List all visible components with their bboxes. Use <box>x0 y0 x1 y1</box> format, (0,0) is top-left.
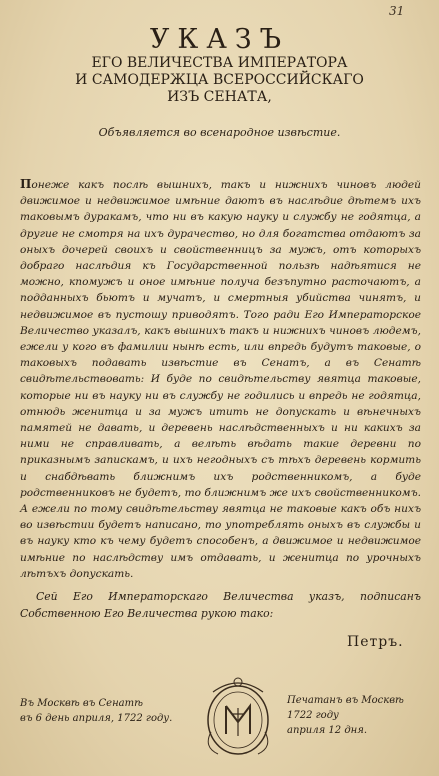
signature: Петръ. <box>347 634 404 650</box>
seal-emblem-icon <box>193 672 283 762</box>
page-number: 31 <box>389 4 405 18</box>
document-header <box>0 18 439 106</box>
print-note-line-2: априля 12 дня. <box>287 725 368 736</box>
decree-body <box>20 176 421 582</box>
decree-body-text: онеже какъ послѣ вышнихъ, такъ и нижнихъ чиновъ людей движимое и недвижимое имѣние даютъ въ наслѣдие дѣтемъ ихъ таковымъ дуракамъ, что ни въ какую науку и службу не годятца, а другие не смотря на ихъ дурачество, но для богатства отдаютъ за оныхъ дочерей своихъ и свойственницъ за мужъ, отъ которыхъ добраго наслѣдия къ Государственной пользѣ надѣятися не можно, кпомужъ и оное имѣние получа безъпутно расточаютъ, а подданныхъ бьютъ и мучатъ, и смертныя убийства чинятъ, и недвижимое въ пустошу приводятъ. Того ради Его Императорское Величество указалъ, какъ вышнихъ такъ и нижнихъ чиновъ людемъ, ежели у кого въ фамилии нынѣ есть, или впредь будутъ таковые, о таковыхъ подавать извѣстие въ Сенатъ, а въ Сенатѣ свидѣтельствовать: И буде по свидѣтельству явятца таковые, которые ни въ науку ни въ службу не годились и впредь не годятца, отнюдь женитца и за мужъ итить не допускать и вѣнечныхъ памятей не давать, и деревень наслѣдственныхъ и ни какихъ за ними не справливать, а велѣть вѣдать такие деревни по приказнымъ запискамъ, и ихъ негодныхъ съ тѣхъ деревень кормить и снабдѣвать ближнимъ ихъ родственникомъ, а буде родственниковъ не будетъ, то ближнимъ же ихъ свойственникомъ. А ежели по тому свидѣтельству явятца не таковые какъ объ нихъ во извѣстии будетъ написано, то употреблять оныхъ въ службы и въ науку кто къ чему будетъ способенъ, а движимое и недвижимое имѣние по наслѣдству имъ отдавать, и женитца по урочныхъ лѣтъхъ допускать. <box>20 179 421 580</box>
issue-note-line-1: Въ Москвѣ въ Сенатѣ <box>20 698 143 709</box>
print-note <box>287 693 427 738</box>
header-line-2: И САМОДЕРЖЦА ВСЕРОССИЙСКАГО <box>75 72 364 88</box>
announcement: Объявляется во всенародное извѣстие. <box>98 126 341 139</box>
document-title: УКАЗЪ <box>149 24 290 55</box>
issue-note-line-2: въ 6 день априля, 1722 году. <box>20 713 173 724</box>
header-line-3: ИЗЪ СЕНАТА, <box>167 89 272 105</box>
closing-paragraph: Сей Его Императорскаго Величества указъ, подписанъ Собственною Его Величества рукою тако: <box>20 590 421 620</box>
drop-cap: П <box>20 177 32 191</box>
header-line-1: ЕГО ВЕЛИЧЕСТВА ИМПЕРАТОРА <box>91 55 348 71</box>
issue-note <box>20 696 190 726</box>
print-note-line-1: Печатанъ въ Москвѣ 1722 году <box>287 695 404 721</box>
